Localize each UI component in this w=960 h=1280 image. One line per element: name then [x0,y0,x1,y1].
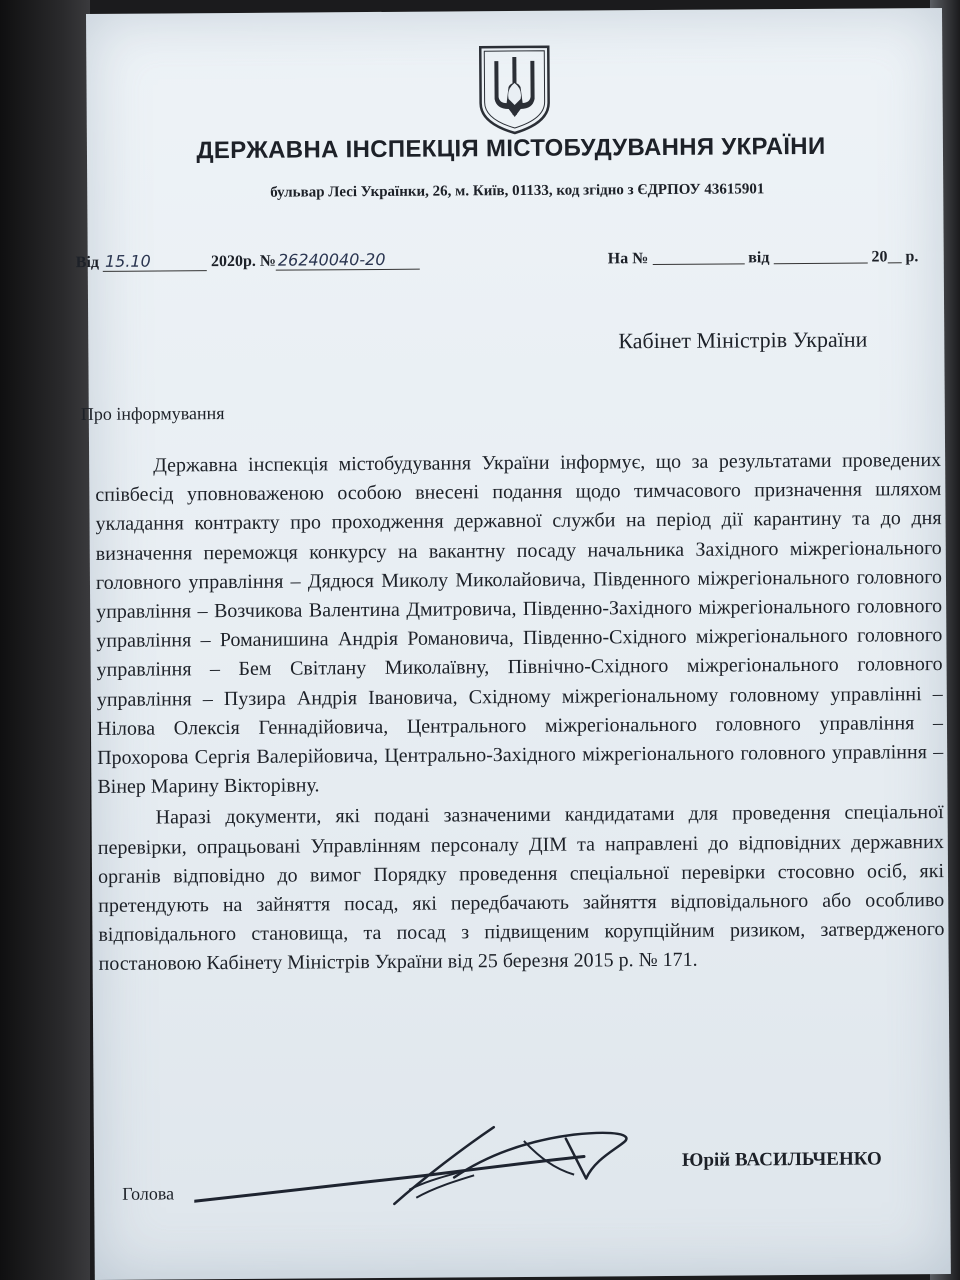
year-suffix-right: р. [905,248,919,266]
trident-coat-of-arms-icon [474,43,555,136]
year-blank [887,248,901,263]
incoming-reference [608,248,919,268]
handwritten-signature-icon [194,1116,675,1219]
document-page [75,8,951,1280]
year-prefix: 20 [871,248,888,266]
handwritten-number: 26240040-20 [276,250,420,271]
signatory-name: Юрій ВАСИЛЬЧЕНКО [681,1148,882,1171]
body-paragraph-2: Наразі документи, які подані зазначеними кандидатами для проведення спеціальної перевірки, опрацьовані Управлінням персоналу ДІМ та направлені до відповідних державних органів відповідно до вимог Порядку проведення спеціальної перевірки стосовно осіб, які претендують на зайняття посад, які передбачають зайняття відповідального або особливо відповідального становища, та посад з підвищеним корупційним ризиком, затвердженого постановою Кабінету Міністрів України від 25 березня 2015 р. № 171. [97,801,945,976]
date-prefix: Від [75,253,100,272]
reply-to-label: На № [607,250,649,268]
organization-address: бульвар Лесі Українки, 26, м. Київ, 01133, код згідно з ЄДРПОУ 43615901 [270,181,765,201]
background-left [0,0,90,1280]
outgoing-registration [76,250,420,272]
year-suffix: 2020р. № [210,252,276,271]
reply-number-blank [652,249,744,265]
organization-title: ДЕРЖАВНА ІНСПЕКЦІЯ МІСТОБУДУВАННЯ УКРАЇНИ [196,132,826,165]
letter-body [95,446,945,980]
reply-date-blank [773,249,867,265]
handwritten-date: 15.10 [103,251,207,272]
subject-line: Про інформування [80,403,225,425]
body-paragraph-1: Державна інспекція містобудування України інформує, що за результатами проведених співбесід уповноваженою особою внесені подання щодо тимчасового призначення шляхом укладання контракту про проходження державної служби на період дії карантину та до дня визначення переможця конкурсу на вакантну посаду начальника Західного міжрегіонального головного управління – Дядюся Миколу Миколайовича, Південного міжрегіонального головного управління – Возчикова Валентина Дмитровича, Південно-Західного міжрегіонального головного управління – Романишина Андрія Романовича, Південно-Східного міжрегіонального головного управління – Бем Світлану Миколаївну, Північно-Східного міжрегіонального головного управління – Пузира Андрія Івановича, Східному міжрегіональному головному управлінні – Нілова Олексія Геннадійовича, Центрального міжрегіонального головного управління – Прохорова Сергія Валерійовича, Центрально-Західного міжрегіонального головного управління – Вінер Марину Вікторівну. [95,449,944,799]
from-label: від [748,249,770,267]
signatory-position: Голова [122,1183,175,1204]
addressee: Кабінет Міністрів України [618,326,868,354]
